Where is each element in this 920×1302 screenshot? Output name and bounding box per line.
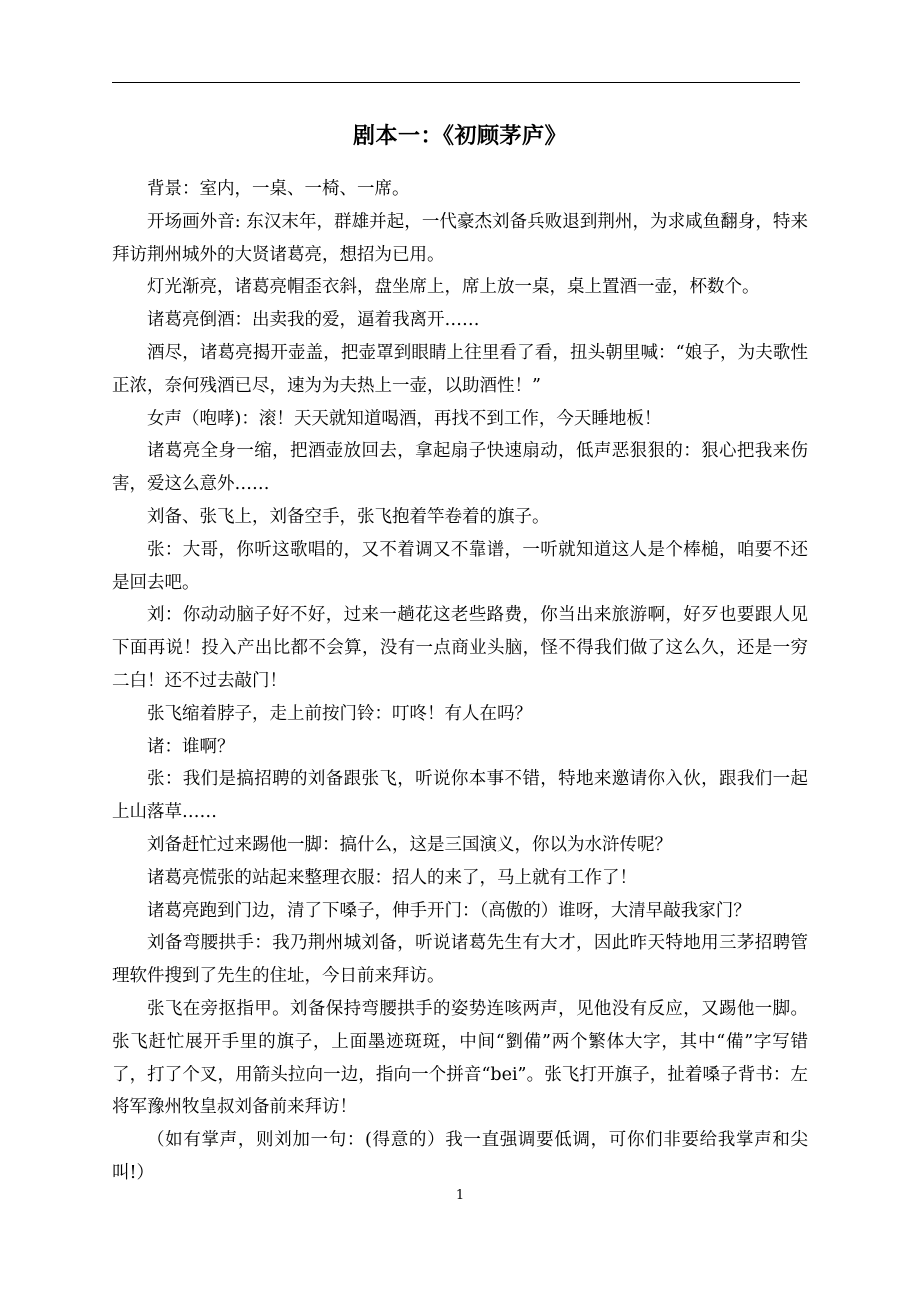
paragraph-female-voice: 女声（咆哮)：滚！天天就知道喝酒，再找不到工作，今天睡地板！ bbox=[147, 408, 662, 429]
paragraph-setting: 背景：室内，一桌、一椅、一席。 bbox=[147, 179, 410, 199]
paragraph-banner: 张飞在旁抠指甲。刘备保持弯腰拱手的姿势连咳两声，见他没有反应，又踢他一脚。张飞赶忙展开手里的旗子，上面墨迹斑斑，中间“劉備”两个繁体大字，其中“備”字写错了，打了个叉，用箭头拉向一边，指向一个拼音“bei”。张飞打开旗子，扯着嗓子背书：左将军豫州牧皇叔刘备前来拜访！ bbox=[112, 998, 808, 1118]
paragraph-zhang-line-1: 张：大哥，你听这歌唱的，又不着调又不靠谱，一听就知道这人是个棒槌，咱要不还是回去吧。 bbox=[112, 539, 808, 593]
paragraph-zhang-line-2: 张：我们是搞招聘的刘备跟张飞，听说你本事不错，特地来邀请你入伙，跟我们一起上山落草…… bbox=[112, 769, 808, 823]
paragraph-lights-up: 灯光渐亮，诸葛亮帽歪衣斜，盘坐席上，席上放一桌，桌上置酒一壶，杯数个。 bbox=[147, 277, 760, 298]
paragraph-wine-empty: 酒尽，诸葛亮揭开壶盖，把壶罩到眼睛上往里看了看，扭头朝里喊：“娘子，为夫歌性正浓，奈何残酒已尽，速为为夫热上一壶，以助酒性！” bbox=[112, 342, 808, 396]
header-rule bbox=[112, 82, 800, 83]
paragraph-voiceover: 开场画外音: 东汉末年，群雄并起，一代豪杰刘备兵败退到荆州，为求咸鱼翻身，特来拜访荆州城外的大贤诸葛亮，想招为已用。 bbox=[112, 211, 808, 265]
paragraph-zhuge-opens-door: 诸葛亮跑到门边，清了下嗓子，伸手开门：（高傲的）谁呀，大清早敲我家门？ bbox=[147, 900, 751, 921]
paragraph-liu-bows: 刘备弯腰拱手：我乃荆州城刘备，听说诸葛先生有大才，因此昨天特地用三茅招聘管理软件搜到了先生的住址，今日前来拜访。 bbox=[112, 933, 808, 987]
paragraph-pour-wine: 诸葛亮倒酒：出卖我的爱，逼着我离开…… bbox=[147, 310, 480, 331]
script-body bbox=[112, 173, 808, 1190]
paragraph-liu-line-1: 刘：你动动脑子好不好，过来一趟花这老些路费，你当出来旅游啊，好歹也要跟人见下面再说！投入产出比都不会算，没有一点商业头脑，怪不得我们做了这么久，还是一穷二白！还不过去敲门！ bbox=[112, 605, 808, 691]
page-number: 1 bbox=[455, 1188, 465, 1203]
page-title: 剧本一：《初顾茅庐》 bbox=[352, 123, 567, 149]
paragraph-applause-note: （如有掌声，则刘加一句：(得意的）我一直强调要低调，可你们非要给我掌声和尖叫!） bbox=[112, 1130, 808, 1183]
paragraph-doorbell: 张飞缩着脖子，走上前按门铃：叮咚！有人在吗？ bbox=[147, 703, 532, 724]
paragraph-liu-kicks: 刘备赶忙过来踢他一脚：搞什么，这是三国演义，你以为水浒传呢？ bbox=[147, 834, 672, 855]
paragraph-zhuge-stands: 诸葛亮慌张的站起来整理衣服：招人的来了，马上就有工作了！ bbox=[147, 867, 637, 888]
paragraph-zhuge-shrinks: 诸葛亮全身一缩，把酒壶放回去，拿起扇子快速扇动，低声恶狠狠的：狠心把我来伤害，爱这么意外…… bbox=[112, 441, 808, 495]
paragraph-zhu-line-1: 诸：谁啊？ bbox=[147, 736, 235, 757]
paragraph-liu-zhang-enter: 刘备、张飞上，刘备空手，张飞抱着竿卷着的旗子。 bbox=[147, 506, 550, 527]
